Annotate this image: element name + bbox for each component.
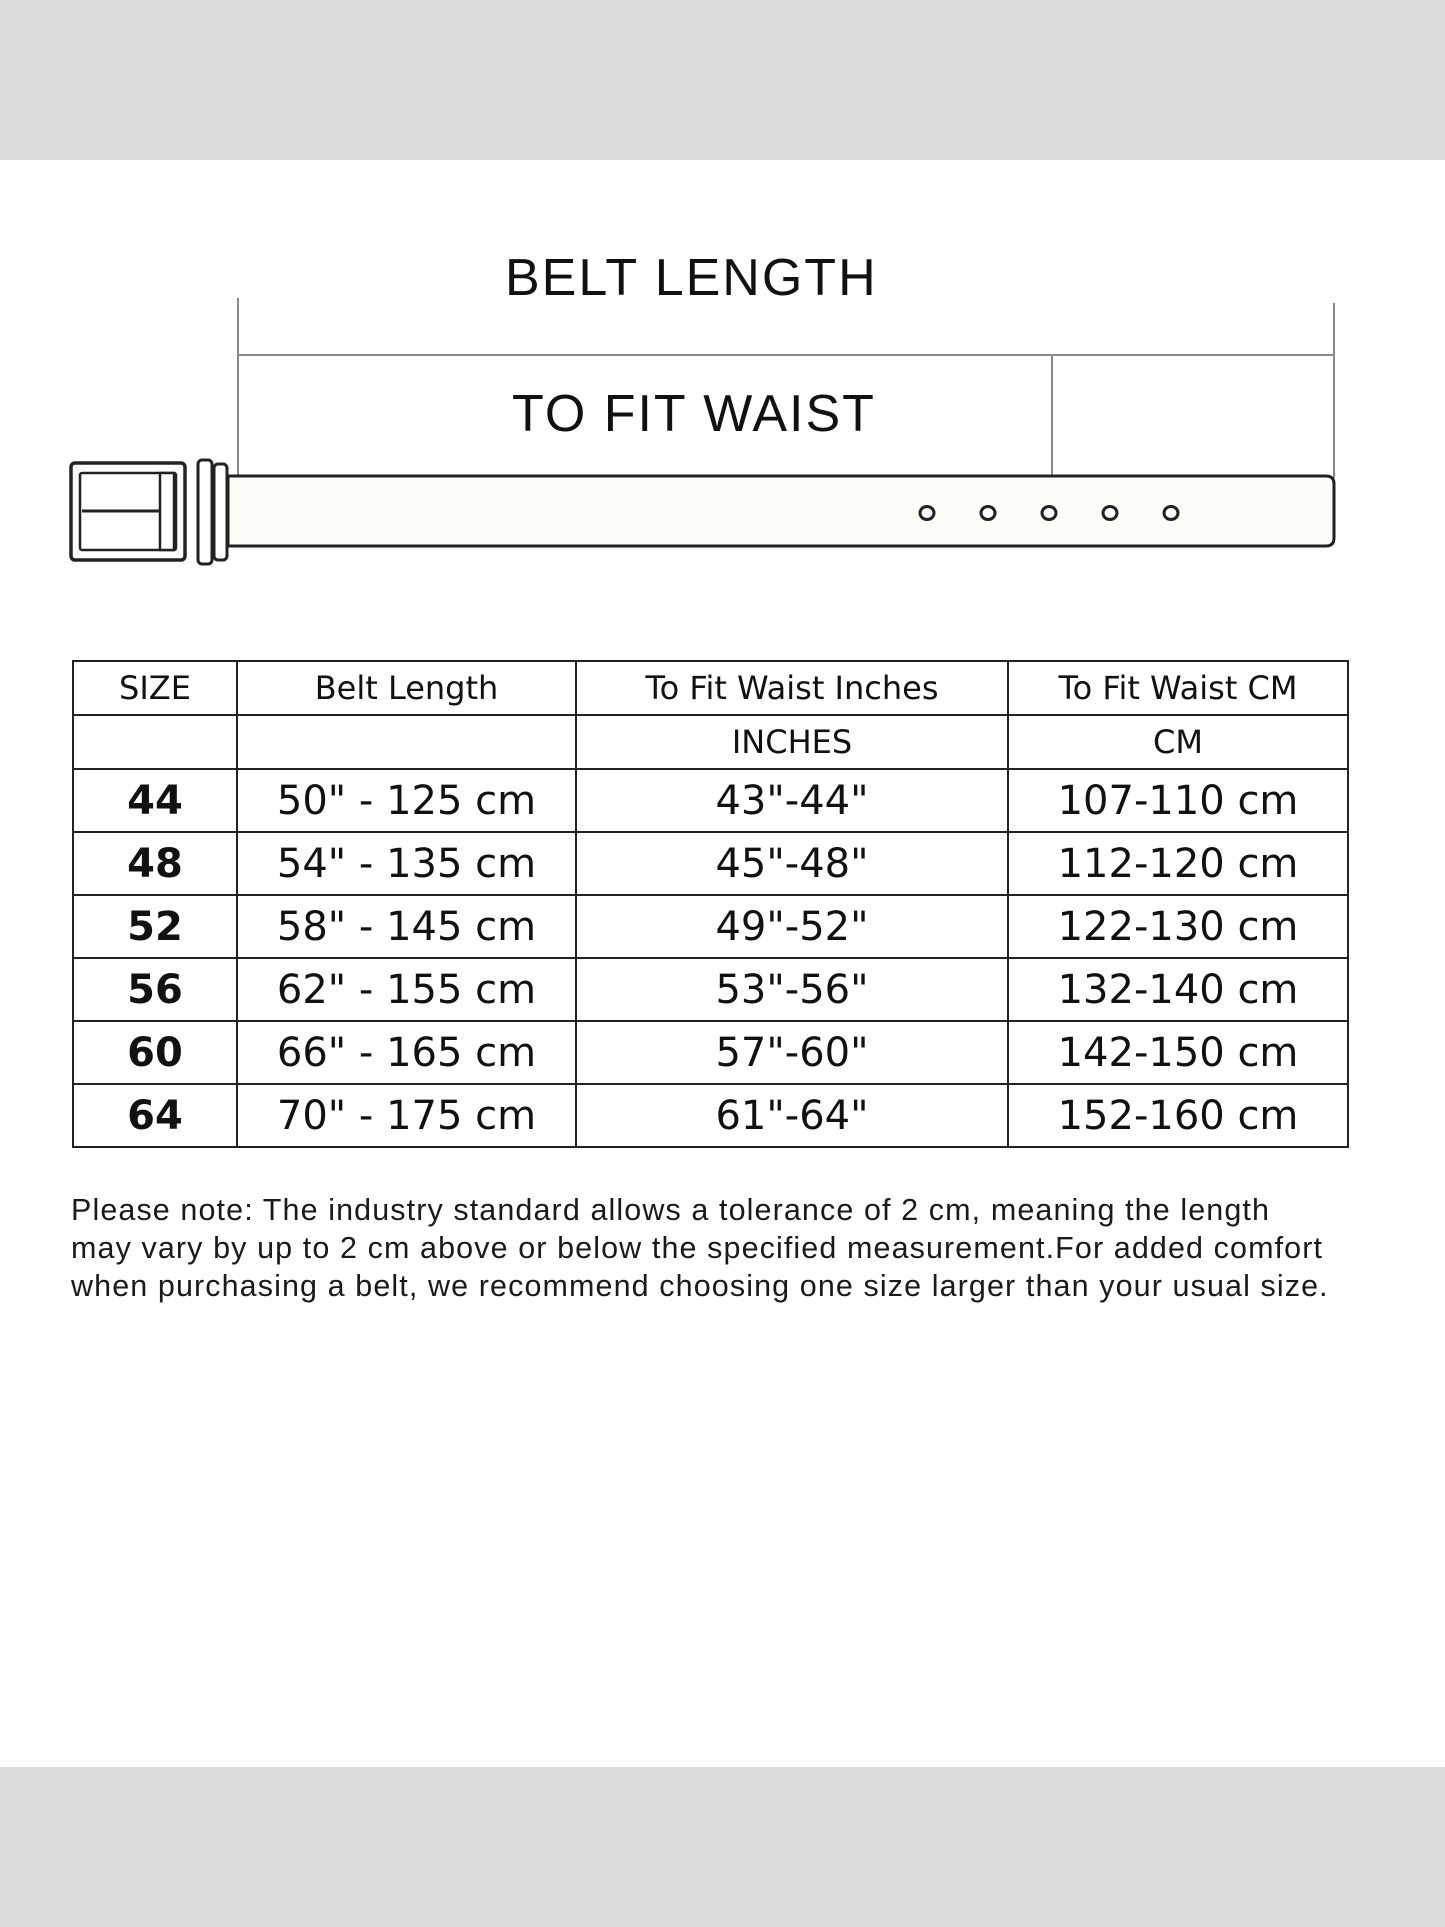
size-cell: 60 [73, 1021, 237, 1084]
belt-hole [1103, 507, 1117, 520]
waist-inches-cell: 57"-60" [576, 1021, 1008, 1084]
waist-inches-cell: 43"-44" [576, 769, 1008, 832]
belt-loop [198, 460, 212, 564]
note-line: when purchasing a belt, we recommend choosing one size larger than your usual size. [71, 1269, 1329, 1303]
table-row [73, 1084, 1348, 1147]
belt-length-cell: 58" - 145 cm [237, 895, 576, 958]
header-waist-inches: To Fit Waist Inches [576, 661, 1008, 715]
belt-length-cell: 66" - 165 cm [237, 1021, 576, 1084]
size-cell: 64 [73, 1084, 237, 1147]
belt-length-cell: 70" - 175 cm [237, 1084, 576, 1147]
waist-cm-cell: 132-140 cm [1008, 958, 1348, 1021]
belt-hole [1042, 507, 1056, 520]
subheader-size [73, 715, 237, 769]
subheader-belt-length [237, 715, 576, 769]
belt-length-cell: 62" - 155 cm [237, 958, 576, 1021]
header-size: SIZE [73, 661, 237, 715]
bottom-band [0, 1767, 1445, 1927]
belt-hole [920, 507, 934, 520]
header-belt-length: Belt Length [237, 661, 576, 715]
waist-inches-cell: 45"-48" [576, 832, 1008, 895]
table-header-row [73, 661, 1348, 715]
subheader-waist-cm: CM [1008, 715, 1348, 769]
buckle-bar [160, 473, 174, 550]
belt-length-cell: 50" - 125 cm [237, 769, 576, 832]
belt-length-label: BELT LENGTH [505, 249, 878, 307]
header-waist-cm: To Fit Waist CM [1008, 661, 1348, 715]
table-row [73, 832, 1348, 895]
belt-length-cell: 54" - 135 cm [237, 832, 576, 895]
table-row [73, 895, 1348, 958]
waist-cm-cell: 152-160 cm [1008, 1084, 1348, 1147]
size-cell: 48 [73, 832, 237, 895]
size-cell: 52 [73, 895, 237, 958]
waist-inches-cell: 61"-64" [576, 1084, 1008, 1147]
waist-cm-cell: 112-120 cm [1008, 832, 1348, 895]
table-subheader-row [73, 715, 1348, 769]
waist-cm-cell: 122-130 cm [1008, 895, 1348, 958]
belt-loop [214, 464, 227, 560]
size-cell: 56 [73, 958, 237, 1021]
waist-inches-cell: 49"-52" [576, 895, 1008, 958]
to-fit-waist-label: TO FIT WAIST [512, 385, 876, 443]
belt-diagram [0, 0, 1445, 600]
waist-cm-cell: 142-150 cm [1008, 1021, 1348, 1084]
subheader-waist-inches: INCHES [576, 715, 1008, 769]
note-line: may vary by up to 2 cm above or below the specified measurement.For added comfort [71, 1231, 1324, 1265]
size-chart-table [72, 660, 1349, 1148]
size-cell: 44 [73, 769, 237, 832]
table-row [73, 1021, 1348, 1084]
belt-hole [981, 507, 995, 520]
belt-hole [1164, 507, 1178, 520]
table-row [73, 769, 1348, 832]
note-line: Please note: The industry standard allows a tolerance of 2 cm, meaning the length [71, 1193, 1271, 1227]
tolerance-note [71, 1191, 1401, 1305]
waist-inches-cell: 53"-56" [576, 958, 1008, 1021]
table-row [73, 958, 1348, 1021]
waist-cm-cell: 107-110 cm [1008, 769, 1348, 832]
